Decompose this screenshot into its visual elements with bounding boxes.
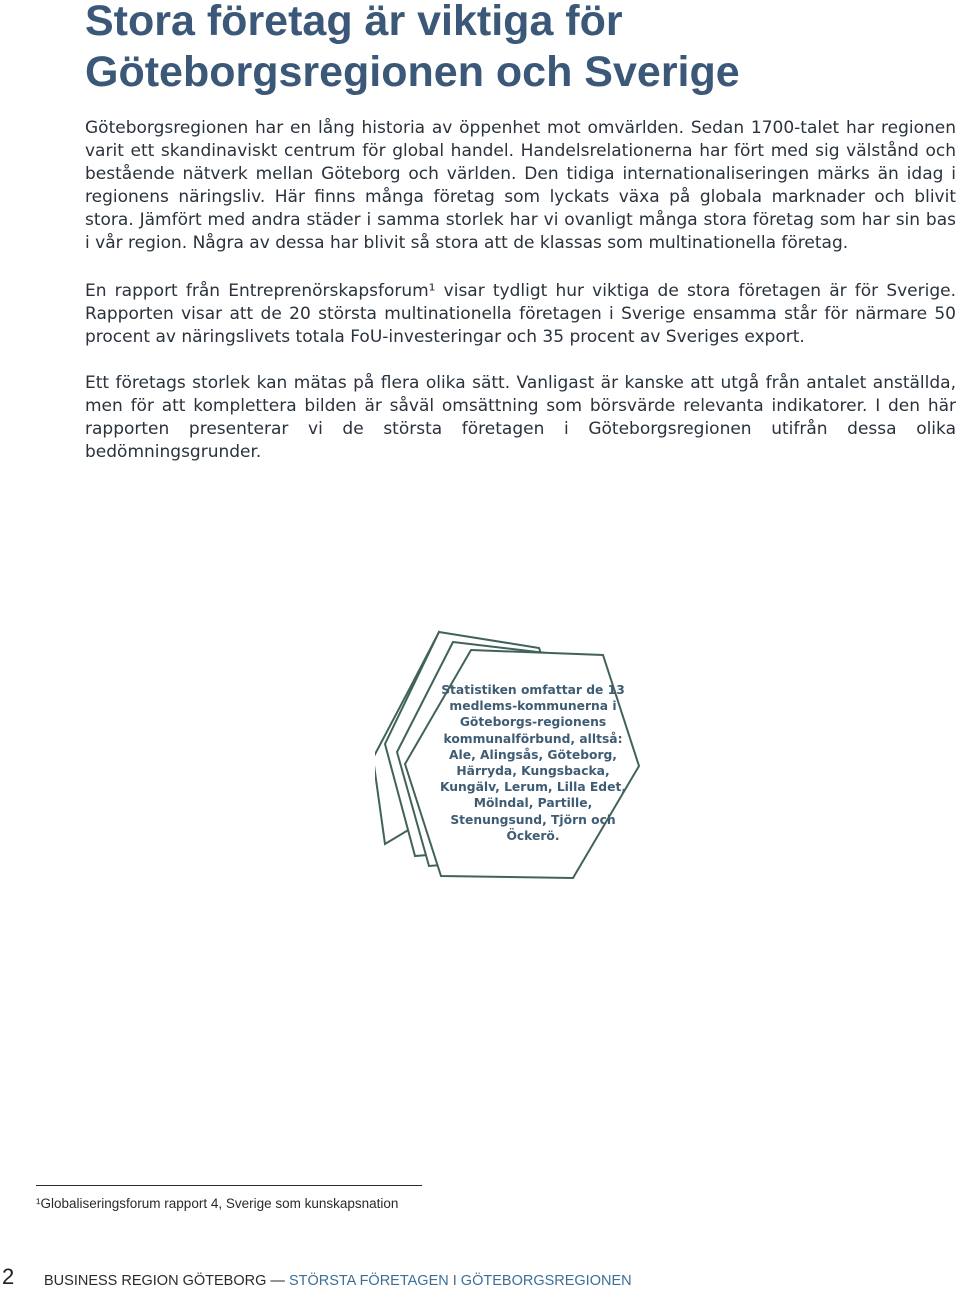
- statistics-callout-text: Statistiken omfattar de 13 medlems-kommunerna i Göteborgs-regionens kommunalförbund, alltså: Ale, Alingsås, Göteborg, Härryda, Kungsbacka, Kungälv, Lerum, Lilla Edet, Mölndal, Partille, Stenungsund, Tjörn och Öckerö.: [439, 683, 626, 843]
- footnote: ¹Globaliseringsforum rapport 4, Sverige som kunskapsnation: [36, 1196, 399, 1211]
- report-paragraph: En rapport från Entreprenörskapsforum¹ visar tydligt hur viktiga de stora företagen är för Sverige. Rapporten visar att de 20 största multinationella företagen i Sverige ensamma står för närmare 50 procent av näringslivets totala FoU-investeringar och 35 procent av Sveriges export.: [85, 281, 956, 347]
- footer-publisher: BUSINESS REGION GÖTEBORG —: [44, 1273, 285, 1289]
- page-title: Stora företag är viktiga för Göteborgsregionen och Sverige: [85, 0, 740, 96]
- intro-paragraph: Göteborgsregionen har en lång historia av öppenhet mot omvärlden. Sedan 1700-talet har regionen varit ett skandinaviskt centrum för global handel. Handelsrelationerna har fört med sig välstånd och bestående nätverk mellan Göteborg och världen. Den tidiga internationaliseringen märks än idag i regionens näringsliv. Här finns många företag som lyckats växa på globala marknader och blivit stora. Jämfört med andra städer i samma storlek har vi ovanligt många stora företag som har sin bas i vår region. Några av dessa har blivit så stora att de klassas som multinationella företag.: [85, 118, 956, 253]
- footer-section-title: STÖRSTA FÖRETAGEN I GÖTEBORGSREGIONEN: [288, 1273, 632, 1289]
- measurement-paragraph: Ett företags storlek kan mätas på flera olika sätt. Vanligast är kanske att utgå från antalet anställda, men för att komplettera bilden är såväl omsättning som börsvärde relevanta indikatorer. I den här rapporten presenterar vi de största företagen i Göteborgsregionen utifrån dessa olika bedömningsgrunder.: [85, 373, 956, 462]
- footnote-divider: [36, 1185, 422, 1186]
- page-number: 2: [2, 1264, 15, 1289]
- running-footer: [44, 1272, 632, 1290]
